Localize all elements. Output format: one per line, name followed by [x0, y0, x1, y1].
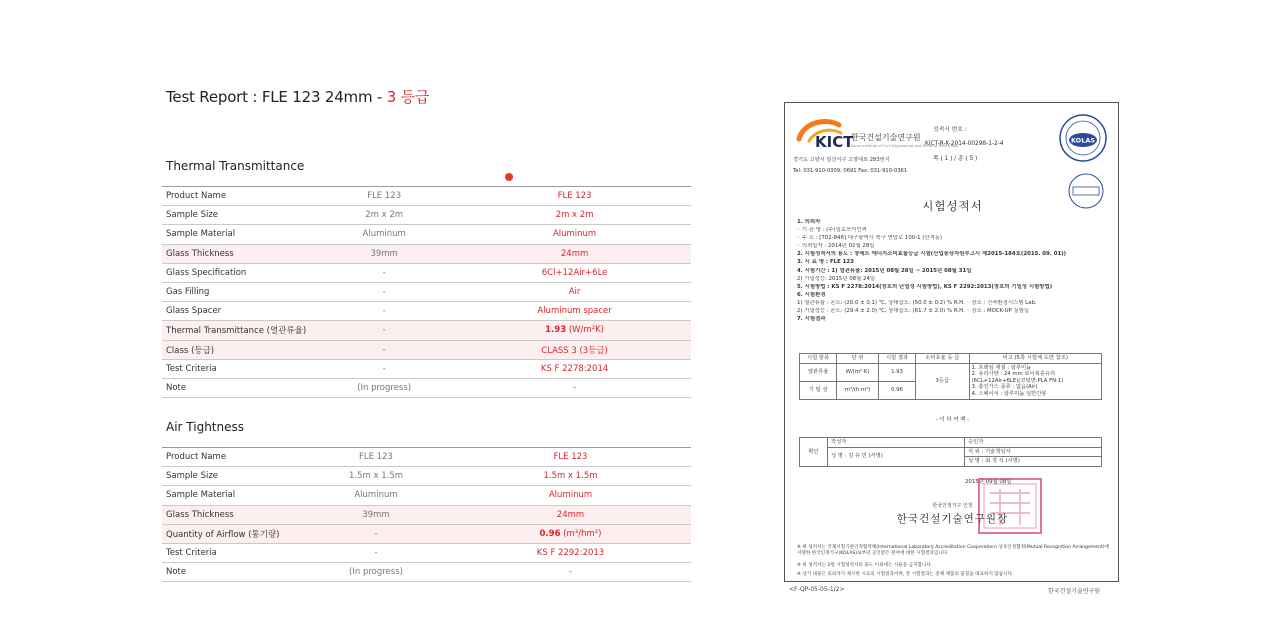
row-label: Sample Material	[162, 486, 302, 505]
cert-number-label: 성적서 번호 :	[933, 127, 967, 133]
test-value: Air	[458, 282, 691, 301]
air-section-title: Air Tightness	[166, 420, 245, 434]
test-value: FLE 123	[458, 187, 691, 206]
result-value: 0.96	[878, 381, 915, 399]
test-value-number: 0.96	[539, 528, 561, 539]
row-label: Glass Spacer	[162, 302, 310, 321]
row-label: Product Name	[162, 187, 310, 206]
row-label: Quantity of Airflow (통기량)	[162, 524, 302, 543]
cert-line: 4. 시험기간 : 1) 열관류율: 2015년 08월 28일 ~ 2015년 08월 31일	[797, 267, 972, 274]
cert-line: 2) 기밀성능 : 온도: (29.4 ± 2.0) ℃, 상대습도: (61.7 ± 2.0) % R.H. ◦ 장소 : MOCK-UP 실험실	[797, 308, 1030, 315]
cert-footnote: ※ 위 성적서는 2항 시험성적서의 용도 이외에는 사용을 금지합니다.	[797, 563, 933, 568]
table-row	[162, 206, 691, 225]
baseline-value: Aluminum	[310, 225, 458, 244]
thermal-section-title: Thermal Transmittance	[166, 159, 305, 173]
cert-footnote: ※ 상기 내용은 의뢰자가 제시한 시료의 시험결과이며, 본 시험결과는 전체 제품의 품질을 대표하지 않습니다.	[797, 572, 1014, 577]
cert-form-code: <F-QP-05-05-1/2>	[789, 586, 845, 593]
thermal-table	[162, 186, 691, 398]
cert-line: 1. 의뢰자	[797, 219, 821, 225]
test-value: -	[450, 563, 691, 582]
cert-line: 6. 시험환경	[797, 291, 826, 298]
test-value: CLASS 3 (3등급)	[458, 340, 691, 359]
table-row	[162, 505, 691, 524]
cert-line: 3. 시 료 명 : FLE 123	[797, 259, 854, 266]
baseline-value: 39mm	[310, 244, 458, 263]
test-value: 24mm	[458, 244, 691, 263]
baseline-value: -	[310, 263, 458, 282]
result-header-item: 시험 항목	[800, 354, 837, 364]
table-row	[162, 359, 691, 378]
result-header-note: 비고 (5쪽 시험체 도면 참조)	[969, 354, 1101, 364]
cert-org-sub: Korea Institute of Civil Engineering and Building Technology	[851, 144, 959, 148]
cert-line: 7. 시험결과	[797, 316, 826, 323]
row-label: Test Criteria	[162, 359, 310, 378]
row-label: Class (등급)	[162, 340, 310, 359]
row-label: Glass Thickness	[162, 505, 302, 524]
cert-line: ◦ 주 소 : [702-846] 대구광역시 북구 연암로 100-1 (산격동)	[797, 235, 943, 242]
baseline-value: 2m x 2m	[310, 206, 458, 225]
test-value: Aluminum	[458, 225, 691, 244]
table-row	[162, 187, 691, 206]
cert-footer-org: 한국건설기술연구원	[1048, 588, 1101, 595]
page-title	[166, 86, 429, 107]
row-label: Glass Specification	[162, 263, 310, 282]
result-item: 기 밀 성	[800, 381, 837, 399]
test-value: 24mm	[450, 505, 691, 524]
baseline-value: (In progress)	[310, 378, 458, 397]
approver-title: 승인자	[965, 438, 1102, 448]
result-note: 4. 스페이서 : 알루미늄 일반간봉	[971, 391, 1047, 398]
row-label: Note	[162, 563, 302, 582]
cert-line: ◦ 기 관 명 : (주)일로쓰이언씨	[797, 227, 867, 234]
title-prefix: Test Report : FLE 123 24mm -	[166, 88, 387, 106]
cert-line: 5. 시험방법 : KS F 2278:2014(창호의 단열성 시험방법), KS F 2292:2013(창호의 기밀성 시험방법)	[797, 283, 1053, 290]
table-row	[162, 263, 691, 282]
cert-line: 2. 시험성적서의 용도 : 창세트 에너지소비효율등급 시험(산업통상자원부고시 제2015-184호(2015. 09. 01))	[797, 251, 1067, 258]
table-row	[162, 321, 691, 340]
result-grade: 3등급	[916, 363, 969, 399]
test-value-unit: (W/m²K)	[566, 325, 604, 336]
test-value: 1.5m x 1.5m	[450, 467, 691, 486]
table-row	[162, 302, 691, 321]
baseline-value: -	[302, 543, 450, 562]
baseline-value: -	[310, 359, 458, 378]
test-value-number: 1.93	[545, 325, 567, 336]
title-grade: 3 등급	[386, 88, 430, 106]
table-row	[162, 486, 691, 505]
table-row	[162, 282, 691, 301]
sign-label: 확인	[800, 438, 828, 467]
result-note: (6CL+12Air+6LE)(코팅면:PLA FN:1)	[971, 377, 1064, 384]
result-header-grade: 소비효율 등 급	[916, 354, 969, 364]
table-row	[162, 448, 691, 467]
kict-logo-text: KICT	[815, 133, 854, 151]
table-row	[162, 543, 691, 562]
cert-heading: 시험성적서	[922, 199, 983, 213]
baseline-value: -	[310, 340, 458, 359]
approver-name: 성 명 : 최 경 석 (서명)	[965, 457, 1102, 467]
test-value: Aluminum	[450, 486, 691, 505]
table-row	[162, 225, 691, 244]
table-row	[162, 563, 691, 582]
cert-issuer: 한국건설기술연구원장	[896, 513, 1009, 525]
result-note: 1. 프레임 재질 : 알루미늄	[971, 364, 1032, 371]
result-note: 3. 충진가스 종류 : 없음(Air)	[971, 384, 1038, 391]
row-label: Gas Filling	[162, 282, 310, 301]
highlight-dot-icon	[505, 173, 513, 181]
row-label: Sample Material	[162, 225, 310, 244]
baseline-value: -	[310, 321, 458, 340]
test-value: 2m x 2m	[458, 206, 691, 225]
cert-date: 2015년 09월 08일	[965, 479, 1012, 485]
end-mark: - 이 하 여 백 -	[935, 417, 970, 423]
baseline-value: FLE 123	[310, 187, 458, 206]
row-label: Sample Size	[162, 467, 302, 486]
row-label: Test Criteria	[162, 543, 302, 562]
cert-line: 1) 열관류율 : 온도: (20.0 ± 0.1) ℃, 상대습도: (50.0 ± 0.2) % R.H. ◦ 장소 : 건축환경시스템 Lab.	[797, 299, 1037, 306]
table-row	[162, 244, 691, 263]
kolas-seal-icon	[1058, 113, 1108, 163]
test-value: FLE 123	[450, 448, 691, 467]
cert-number: KICT-R-K-2014-00298-1-2-4	[925, 141, 1004, 147]
result-unit: W/(m²·K)	[837, 363, 879, 381]
cert-line: 2) 기밀성능: 2015년 08월 24일	[797, 275, 876, 282]
baseline-value: FLE 123	[302, 448, 450, 467]
test-value-unit: (m³/hm²)	[560, 528, 602, 539]
row-label: Glass Thickness	[162, 244, 310, 263]
cert-address: 경기도 고양시 일산서구 고양대로 283번지	[793, 157, 890, 163]
kolas-label: KOLAS	[1070, 136, 1096, 145]
result-value: 1.93	[878, 363, 915, 381]
table-row	[162, 524, 691, 543]
result-item: 열관류율	[800, 363, 837, 381]
air-table	[162, 447, 691, 582]
test-certificate	[784, 102, 1119, 582]
signature-table	[799, 437, 1102, 467]
writer-name: 성 명 : 김 유 민 (서명)	[828, 447, 965, 466]
test-value: Aluminum spacer	[458, 302, 691, 321]
approver-role: 직 위 : 기술책임자	[965, 447, 1102, 457]
cert-org-name: 한국건설기술연구원	[851, 133, 921, 142]
cert-line: ◦ 의뢰일자 : 2014년 02월 28일	[797, 243, 875, 250]
row-label: Sample Size	[162, 206, 310, 225]
test-value: -	[458, 378, 691, 397]
test-value: 6Cl+12Air+6Le	[458, 263, 691, 282]
row-label: Thermal Transmittance (열관류율)	[162, 321, 310, 340]
result-unit: m³/(h·m²)	[837, 381, 879, 399]
table-row	[162, 467, 691, 486]
baseline-value: -	[310, 302, 458, 321]
row-label: Product Name	[162, 448, 302, 467]
cert-info-lines	[797, 219, 1112, 324]
cert-phone: Tel: 031-910-0309, 0691 Fax: 031-910-0361	[793, 168, 908, 174]
cert-result-table	[799, 353, 1102, 400]
result-header-result: 시험 결과	[878, 354, 915, 364]
test-value	[450, 524, 691, 543]
cert-footnote: ※ 위 성적서는 국제시험기관인정협력체(International Laboratory Accreditation Cooperation) 상호인정협정(Mutual Recognition Arrangement)에 서명한 한국인정기구(KOLAS)로부터 공인받은 분야에 대한 시험결과입니다.	[797, 545, 1110, 556]
table-row	[162, 378, 691, 397]
baseline-value: -	[302, 524, 450, 543]
table-row	[162, 340, 691, 359]
result-note: 2. 유리사양 : 24 mm 로이복층유리	[971, 371, 1056, 378]
row-label: Note	[162, 378, 310, 397]
test-value	[458, 321, 691, 340]
baseline-value: 1.5m x 1.5m	[302, 467, 450, 486]
baseline-value: Aluminum	[302, 486, 450, 505]
test-value: KS F 2292:2013	[450, 543, 691, 562]
cert-accreditation: 한국인정기구 인정	[932, 503, 973, 509]
result-header-unit: 단 위	[837, 354, 879, 364]
test-value: KS F 2278:2014	[458, 359, 691, 378]
cert-page: 쪽 ( 1 ) / 총 ( 5 )	[933, 156, 978, 162]
baseline-value: -	[310, 282, 458, 301]
baseline-value: (In progress)	[302, 563, 450, 582]
baseline-value: 39mm	[302, 505, 450, 524]
writer-title: 작성자	[828, 438, 965, 448]
result-notes	[969, 363, 1101, 399]
